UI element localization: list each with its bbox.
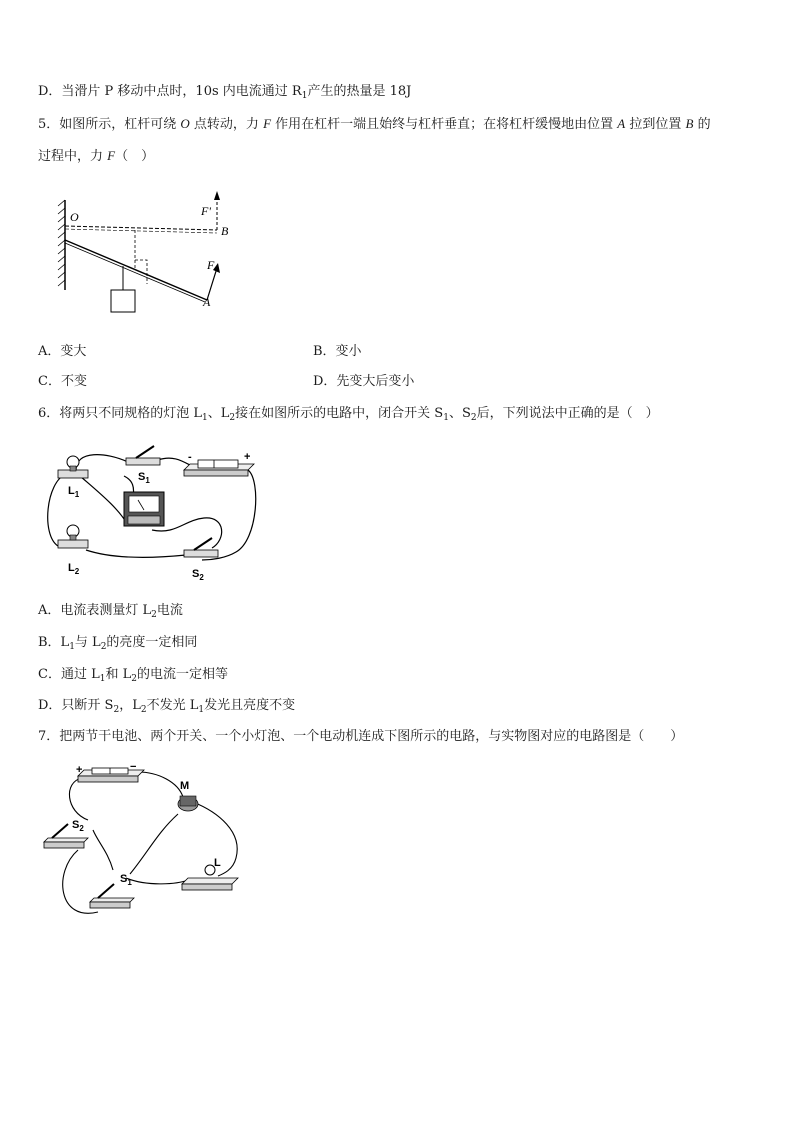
- q5-option-a[interactable]: A．变大: [38, 344, 87, 359]
- q5-option-b[interactable]: B．变小: [313, 344, 362, 359]
- battery-plus: +: [244, 451, 251, 463]
- q5-option-d[interactable]: D．先变大后变小: [313, 374, 415, 389]
- q5-option-c[interactable]: C．不变: [38, 374, 87, 389]
- q6-stem: 6．将两只不同规格的灯泡 $L_1$、$L_2$接在如图所示的电路中，闭合开关 $S_1$、$S_2$后，下列说法中正确的是（ ）: [38, 406, 659, 423]
- q6-option-c[interactable]: C．通过 $L_1$和 $L_2$的电流一定相等: [38, 667, 228, 684]
- label-l2: $L_2$: [68, 562, 80, 576]
- wires: [63, 772, 237, 913]
- label-f: F: [207, 258, 215, 272]
- battery-minus: −: [130, 762, 137, 773]
- lever-dashed-position-b: [65, 226, 217, 230]
- label-l1: $L_1$: [68, 485, 80, 499]
- q5-lever-figure: [55, 188, 245, 318]
- q6-option-b[interactable]: B．$L_1$与 $L_2$的亮度一定相同: [38, 635, 198, 652]
- label-s1: $S_1$: [120, 873, 132, 887]
- label-m: M: [180, 780, 190, 792]
- weight-block: [111, 290, 135, 312]
- q6-option-d[interactable]: D．只断开 $S_2$，$L_2$不发光 $L_1$发光且亮度不变: [38, 698, 296, 715]
- label-b: B: [221, 224, 229, 238]
- q6-option-a[interactable]: A．电流表测量灯 $L_2$电流: [38, 603, 183, 620]
- ammeter: [124, 492, 164, 526]
- label-s2: $S_2$: [72, 819, 84, 833]
- label-f-prime: F': [201, 204, 211, 218]
- label-o: O: [70, 210, 79, 224]
- motor: [178, 796, 198, 811]
- q6-circuit-figure: [36, 440, 266, 585]
- label-l: L: [214, 857, 221, 869]
- q4-option-d: D．当滑片 P 移动中点时，10s 内电流通过 $R_1$产生的热量是 18J: [38, 84, 412, 101]
- lever-bar: [65, 240, 207, 300]
- force-arrow-b-head: [214, 191, 220, 200]
- switch-s1: [90, 884, 134, 908]
- wall: [58, 200, 65, 290]
- label-a: A: [203, 295, 211, 309]
- q5-stem-line1: 5．如图所示，杠杆可绕 O 点转动，力 F 作用在杠杆一端且始终与杠杆垂直；在将杠杆缓慢地由位置 A 拉到位置 B 的: [38, 116, 711, 132]
- bulb-l1: [58, 456, 88, 478]
- bulb-l2: [58, 525, 88, 548]
- q7-circuit-figure: [38, 762, 248, 937]
- switch-s1: [126, 446, 160, 465]
- label-s2: $S_2$: [192, 568, 204, 582]
- battery-plus: +: [76, 764, 83, 776]
- q7-stem: 7．把两节干电池、两个开关、一个小灯泡、一个电动机连成下图所示的电路，与实物图对应的电路图是（ ）: [38, 729, 684, 744]
- q5-stem-line2: 过程中，力 F（ ）: [38, 148, 155, 164]
- label-s1: $S_1$: [138, 471, 150, 485]
- battery-minus: -: [188, 451, 192, 463]
